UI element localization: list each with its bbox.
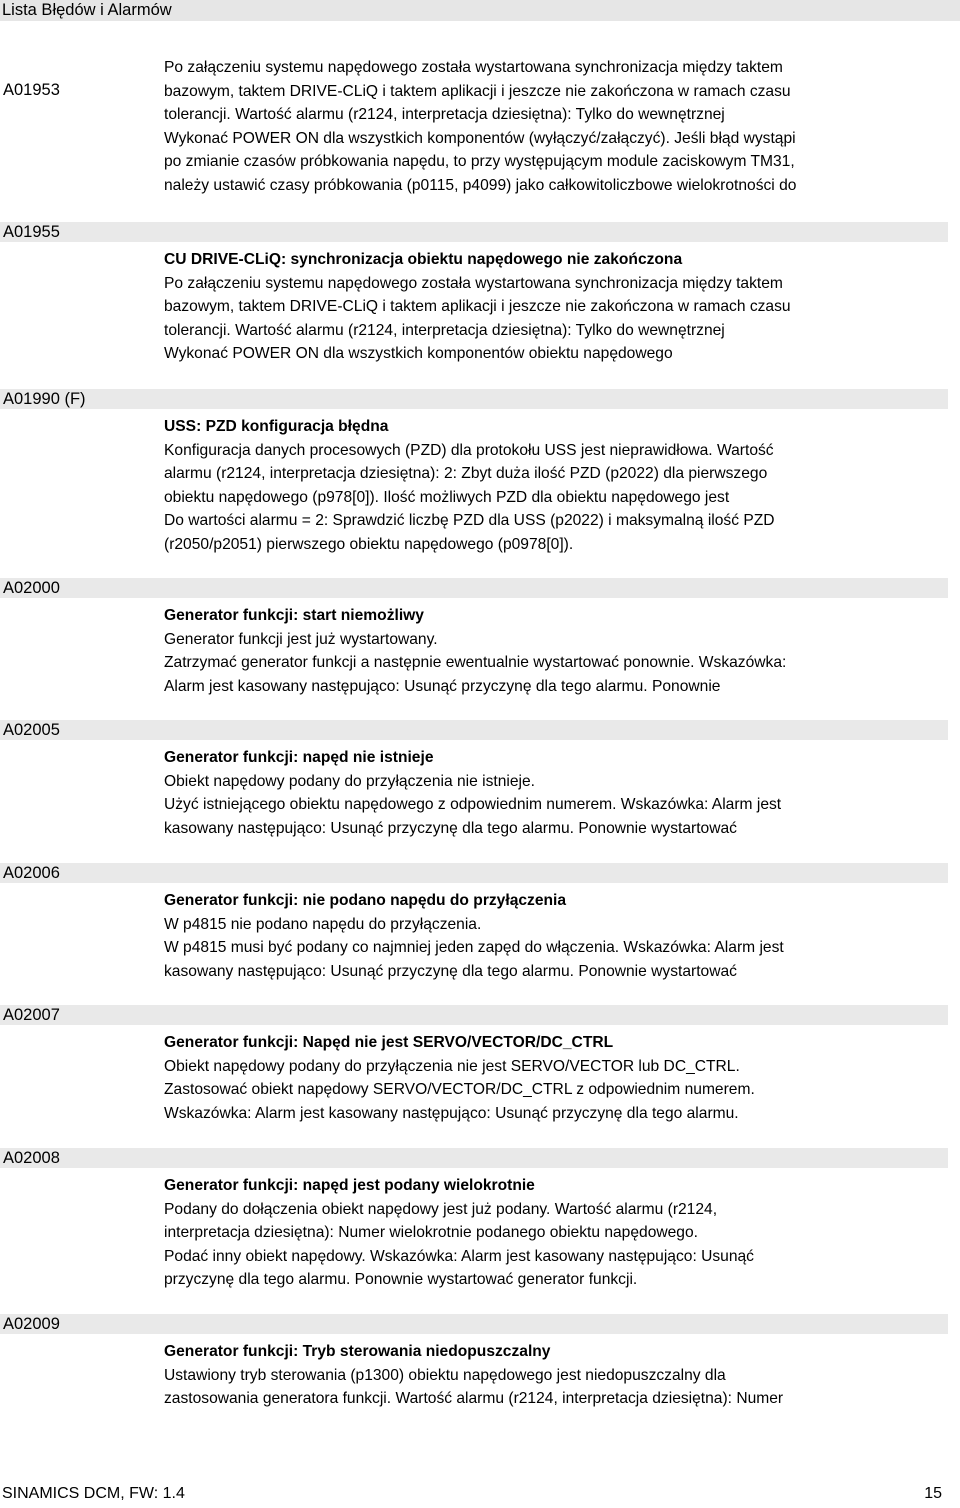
alarm-line: Podać inny obiekt napędowy. Wskazówka: Alarm jest kasowany następująco: Usunąć: [164, 1247, 754, 1265]
alarm-line: należy ustawić czasy próbkowania (p0115, p4099) jako całkowitoliczbowe wielokrotności do: [164, 176, 797, 194]
alarm-line: kasowany następująco: Usunąć przyczynę dla tego alarmu. Ponownie wystartować: [164, 819, 737, 837]
alarm-line: Obiekt napędowy podany do przyłączenia nie istnieje.: [164, 772, 536, 790]
alarm-title: Generator funkcji: nie podano napędu do przyłączenia: [164, 892, 567, 909]
alarm-line: Użyć istniejącego obiektu napędowego z odpowiednim numerem. Wskazówka: Alarm jest: [164, 796, 782, 814]
alarm-title: USS: PZD konfiguracja błędna: [164, 418, 389, 435]
alarm-body: [164, 415, 954, 557]
alarm-title: CU DRIVE-CLiQ: synchronizacja obiektu napędowego nie zakończona: [164, 251, 683, 268]
alarm-title: Generator funkcji: napęd nie istnieje: [164, 749, 434, 766]
alarm-title: Generator funkcji: Napęd nie jest SERVO/VECTOR/DC_CTRL: [164, 1034, 614, 1051]
alarm-line: tolerancji. Wartość alarmu (r2124, interpretacja dziesiętna): Tylko do wewnętrznej: [164, 106, 725, 124]
alarm-line: obiektu napędowego (p978[0]). Ilość możliwych PZD dla obiektu napędowego jest: [164, 488, 730, 506]
alarm-code: A02000: [3, 579, 60, 597]
alarm-line: alarmu (r2124, interpretacja dziesiętna): 2: Zbyt duża ilość PZD (p2022) dla pierwszego: [164, 465, 768, 483]
alarm-line: przyczynę dla tego alarmu. Ponownie wystartować generator funkcji.: [164, 1271, 638, 1289]
alarm-line: Wykonać POWER ON dla wszystkich komponentów obiektu napędowego: [164, 345, 673, 363]
alarm-code: A01953: [3, 81, 60, 99]
alarm-line: Do wartości alarmu = 2: Sprawdzić liczbę PZD dla USS (p2022) i maksymalną ilość PZD: [164, 512, 775, 530]
code-band: [0, 389, 948, 409]
alarm-title: Generator funkcji: Tryb sterowania niedopuszczalny: [164, 1343, 551, 1360]
alarm-line: Po załączeniu systemu napędowego została wystartowana synchronizacja między taktem: [164, 59, 783, 76]
alarm-line: po zmianie czasów próbkowania napędu, to przy występującym module zaciskowym TM31,: [164, 153, 795, 171]
alarm-line: Generator funkcji jest już wystartowany.: [164, 630, 438, 648]
alarm-line: interpretacja dziesiętna): Numer wielokrotnie podanego obiektu napędowego.: [164, 1224, 698, 1242]
alarm-line: zastosowania generatora funkcji. Wartość alarmu (r2124, interpretacja dziesiętna): Numer: [164, 1390, 784, 1408]
page-title: Lista Błędów i Alarmów: [2, 1, 172, 19]
alarm-line: (r2050/p2051) pierwszego obiektu napędowego (p0978[0]).: [164, 535, 574, 553]
alarm-code: A02006: [3, 864, 60, 882]
alarm-body: [164, 1340, 954, 1411]
code-band: [0, 863, 948, 883]
code-band: [0, 578, 948, 598]
page-footer: [0, 1485, 960, 1508]
code-band: [0, 222, 948, 242]
alarm-code: A02008: [3, 1149, 60, 1167]
alarm-line: Po załączeniu systemu napędowego została wystartowana synchronizacja między taktem: [164, 274, 783, 292]
alarm-line: Podany do dołączenia obiekt napędowy jest już podany. Wartość alarmu (r2124,: [164, 1200, 718, 1218]
alarm-line: bazowym, taktem DRIVE-CLiQ i taktem aplikacji i jeszcze nie zakończona w ramach czasu: [164, 298, 791, 316]
alarm-body: [164, 604, 954, 698]
alarm-line: Wskazówka: Alarm jest kasowany następująco: Usunąć przyczynę dla tego alarmu.: [164, 1104, 739, 1122]
alarm-line: Alarm jest kasowany następująco: Usunąć przyczynę dla tego alarmu. Ponownie: [164, 677, 721, 695]
code-band: [0, 1005, 948, 1025]
alarm-code: A02007: [3, 1006, 60, 1024]
alarm-line: Wykonać POWER ON dla wszystkich komponentów (wyłączyć/załączyć). Jeśli błąd wystąpi: [164, 129, 796, 147]
alarm-line: W p4815 musi być podany co najmniej jeden zapęd do włączenia. Wskazówka: Alarm jest: [164, 939, 784, 957]
alarm-body: [164, 248, 954, 366]
alarm-code: A01955: [3, 223, 60, 241]
alarm-line: Obiekt napędowy podany do przyłączenia nie jest SERVO/VECTOR lub DC_CTRL.: [164, 1057, 740, 1075]
alarm-body: [164, 746, 954, 840]
alarm-line: Zastosować obiekt napędowy SERVO/VECTOR/DC_CTRL z odpowiednim numerem.: [164, 1081, 755, 1099]
alarm-line: kasowany następująco: Usunąć przyczynę dla tego alarmu. Ponownie wystartować: [164, 962, 737, 980]
footer-product: SINAMICS DCM, FW: 1.4: [2, 1485, 185, 1502]
alarm-body: [164, 1031, 954, 1125]
alarm-title: Generator funkcji: napęd jest podany wielokrotnie: [164, 1177, 535, 1194]
alarm-line: tolerancji. Wartość alarmu (r2124, interpretacja dziesiętna): Tylko do wewnętrznej: [164, 321, 725, 339]
alarm-line: Ustawiony tryb sterowania (p1300) obiektu napędowego jest niedopuszczalny dla: [164, 1366, 726, 1384]
alarm-code: A02005: [3, 721, 60, 739]
alarm-line: Konfiguracja danych procesowych (PZD) dla protokołu USS jest nieprawidłowa. Wartość: [164, 441, 774, 459]
code-band: [0, 1148, 948, 1168]
alarm-line: bazowym, taktem DRIVE-CLiQ i taktem aplikacji i jeszcze nie zakończona w ramach czasu: [164, 82, 791, 100]
alarm-code: A01990 (F): [3, 390, 86, 408]
code-band: [0, 1314, 948, 1334]
alarm-body: [164, 889, 954, 983]
alarm-code: A02009: [3, 1315, 60, 1333]
alarm-line: W p4815 nie podano napędu do przyłączenia.: [164, 915, 482, 933]
code-band: [0, 720, 948, 740]
alarm-body: [164, 1174, 954, 1292]
alarm-title: Generator funkcji: start niemożliwy: [164, 607, 424, 624]
alarm-line: Zatrzymać generator funkcji a następnie ewentualnie wystartować ponownie. Wskazówka:: [164, 654, 787, 672]
alarm-body: [164, 56, 954, 198]
page-header: [0, 0, 960, 21]
page-number: 15: [924, 1485, 942, 1502]
